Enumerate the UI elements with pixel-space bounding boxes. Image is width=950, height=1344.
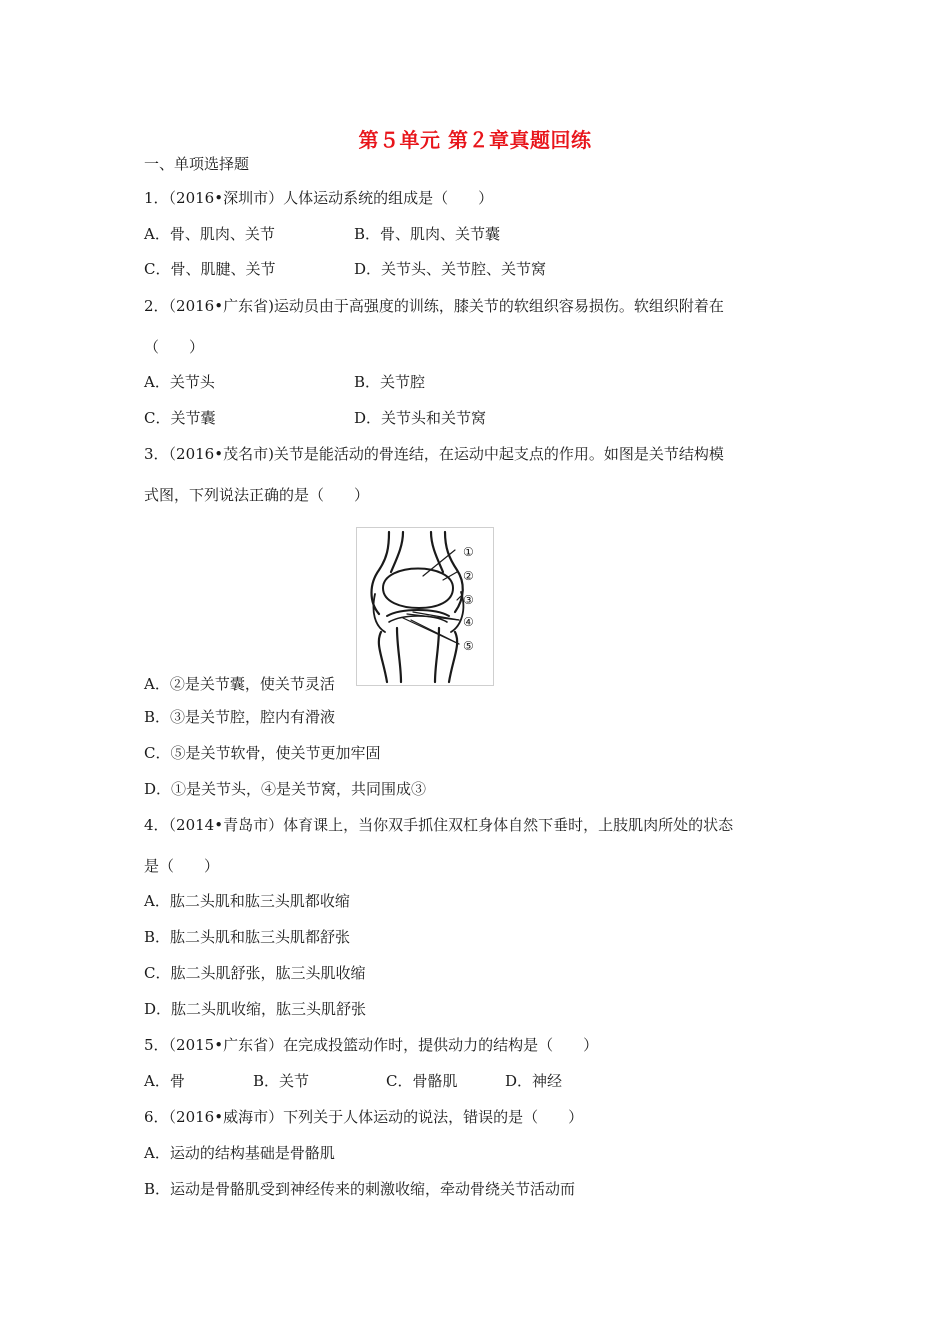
question-3-option-d[interactable]: D．①是关节头，④是关节窝，共同围成③ — [144, 780, 427, 798]
question-2-option-c[interactable]: C．关节囊 — [144, 409, 216, 427]
question-4-option-b[interactable]: B．肱二头肌和肱三头肌都舒张 — [144, 928, 351, 946]
question-3-option-b[interactable]: B．③是关节腔，腔内有滑液 — [144, 708, 336, 726]
question-1-option-c[interactable]: C．骨、肌腱、关节 — [144, 260, 276, 278]
joint-diagram — [357, 528, 493, 685]
lower-bone-inner-right — [435, 628, 439, 682]
question-4-stem-line-1: 4．（2014•青岛市）体育课上，当你双手抓住双杠身体自然下垂时，上肢肌肉所处的状态 — [144, 816, 734, 834]
figure-label-1: ① — [463, 545, 474, 559]
question-5-option-b[interactable]: B．关节 — [253, 1072, 310, 1090]
question-4-option-c[interactable]: C．肱二头肌舒张，肱三头肌收缩 — [144, 964, 366, 982]
question-5-option-a[interactable]: A．骨 — [144, 1072, 185, 1090]
page-title: 第５单元 第２章真题回练 — [358, 128, 592, 152]
figure-label-5: ⑤ — [463, 639, 474, 653]
question-3-option-c[interactable]: C．⑤是关节软骨，使关节更加牢固 — [144, 744, 381, 762]
joint-head — [383, 569, 453, 609]
question-3-stem-line-2: 式图，下列说法正确的是（ ） — [144, 486, 370, 504]
question-1-option-a[interactable]: A．骨、肌肉、关节 — [144, 225, 275, 243]
figure-label-2: ② — [463, 569, 474, 583]
question-2-stem-line-2: （ ） — [144, 338, 205, 356]
question-6-option-b[interactable]: B．运动是骨骼肌受到神经传来的刺激收缩，牵动骨绕关节活动而 — [144, 1180, 576, 1198]
question-1-stem: 1．（2016•深圳市）人体运动系统的组成是（ ） — [144, 189, 494, 207]
question-2-stem-line-1: 2．（2016•广东省)运动员由于高强度的训练，膝关节的软组织容易损伤。软组织附着在 — [144, 297, 724, 315]
question-4-stem-line-2: 是（ ） — [144, 857, 220, 875]
upper-bone-inner-left — [391, 532, 403, 572]
joint-structure-figure — [356, 527, 494, 686]
question-1-option-b[interactable]: B．骨、肌肉、关节囊 — [354, 225, 501, 243]
question-1-option-d[interactable]: D．关节头、关节腔、关节窝 — [354, 260, 547, 278]
question-3-option-a[interactable]: A．②是关节囊，使关节灵活 — [144, 675, 335, 693]
figure-label-3: ③ — [463, 593, 474, 607]
question-5-stem: 5．（2015•广东省）在完成投篮动作时，提供动力的结构是（ ） — [144, 1036, 599, 1054]
section-heading: 一、单项选择题 — [144, 155, 250, 173]
question-4-option-a[interactable]: A．肱二头肌和肱三头肌都收缩 — [144, 892, 350, 910]
question-5-option-d[interactable]: D．神经 — [505, 1072, 563, 1090]
question-6-stem: 6．（2016•威海市）下列关于人体运动的说法，错误的是（ ） — [144, 1108, 584, 1126]
lower-bone-inner-left — [397, 628, 401, 682]
question-6-option-a[interactable]: A．运动的结构基础是骨骼肌 — [144, 1144, 335, 1162]
question-2-option-b[interactable]: B．关节腔 — [354, 373, 426, 391]
question-5-option-c[interactable]: C．骨骼肌 — [386, 1072, 458, 1090]
question-2-option-a[interactable]: A．关节头 — [144, 373, 215, 391]
question-2-option-d[interactable]: D．关节头和关节窝 — [354, 409, 487, 427]
question-3-stem-line-1: 3．（2016•茂名市)关节是能活动的骨连结，在运动中起支点的作用。如图是关节结构模 — [144, 445, 724, 463]
upper-bone-inner-right — [431, 532, 443, 572]
lower-bone-contour-left — [379, 632, 387, 682]
question-4-option-d[interactable]: D．肱二头肌收缩，肱三头肌舒张 — [144, 1000, 367, 1018]
figure-label-4: ④ — [463, 615, 474, 629]
